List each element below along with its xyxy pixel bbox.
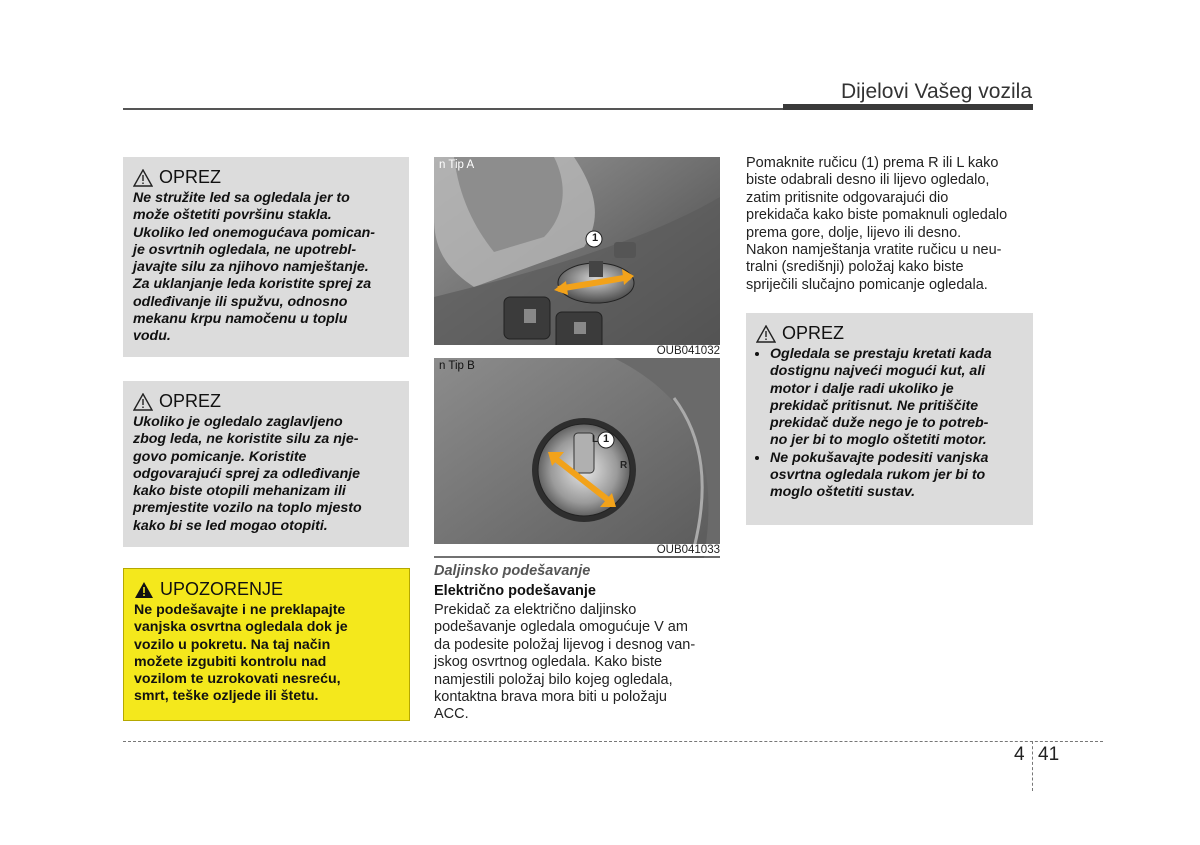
caution-line: kako biste otopili mehanizam ili [133,483,346,500]
caution-body [756,346,1023,502]
chapter-number: 4 [1014,744,1025,765]
figure-code: OUB041032 [434,345,720,357]
page-number: 41 [1038,744,1060,765]
paragraph-line: tralni (središnji) položaj kako biste [746,259,964,276]
caution-line: osvrtna ogledala rukom jer bi to [770,467,986,484]
caution-heading-text: OPREZ [159,391,222,411]
paragraph-line: ACC. [434,706,469,723]
header-rule-accent [783,104,1033,110]
mirror-switch-photo-a [434,157,720,357]
paragraph-line: prekidača kako biste pomaknuli ogledalo [746,207,1008,224]
right-paragraph [746,155,1036,294]
paragraph-line: Prekidač za električno daljinsko [434,602,637,618]
figure-tip-b [434,358,720,558]
caution-line: vodu. [133,328,171,345]
middle-paragraph [434,602,724,724]
paragraph-line: spriječili slučajno pomicanje ogledala. [746,276,988,293]
caution-heading-text: OPREZ [782,323,845,343]
caution-line: motor i dalje radi ukoliko je [770,380,954,397]
paragraph-line: podešavanje ogledala omogućuje V am [434,619,688,636]
caution-line: Ne stružite led sa ogledala jer to [133,190,350,206]
warning-heading [134,579,399,600]
caution-heading [133,167,399,188]
paragraph-line: namjestili položaj bilo kojeg ogledala, [434,671,673,688]
section-subheading: Električno podešavanje [434,583,596,599]
caution-line: Ukoliko je ogledalo zaglavljeno [133,414,343,430]
warning-body [134,602,399,706]
caution-line: • Ogledala se prestaju kretati kada [770,346,992,362]
caution-line: Ukoliko led onemogućava pomican- [133,224,376,241]
warning-box [123,568,410,721]
caution-line: govo pomicanje. Koristite [133,448,307,465]
caution-box-motor [746,313,1033,525]
paragraph-line: kontaktna brava mora biti u položaju [434,689,667,706]
caution-line: prekidač duže nego je to potreb- [770,415,989,432]
warning-line: vozilom te uzrokovati nesreću, [134,671,341,688]
caution-heading [133,391,399,412]
warning-triangle-icon [134,581,154,599]
caution-line: može oštetiti površinu stakla. [133,207,332,224]
caution-line: je osvrtnih ogledala, ne upotrebl- [133,241,357,258]
paragraph-line: Nakon namještanja vratite ručicu u neu- [746,242,1002,259]
warning-line: vozilo u pokretu. Na taj način [134,636,331,653]
figure-code: OUB041033 [434,544,720,556]
footer-page-divider [1032,741,1033,791]
caution-line: odleđivanje ili spužvu, odnosno [133,293,348,310]
caution-body [133,414,399,535]
figure-tag: n Tip A [439,159,475,171]
caution-heading [756,323,1023,344]
warning-triangle-icon [133,169,153,187]
caution-line: no jer bi to moglo oštetiti motor. [770,432,987,449]
paragraph-line: jskog osvrtnog ogledala. Kako biste [434,654,663,671]
page-header-title: Dijelovi Vašeg vozila [840,80,1032,103]
caution-line: Za uklanjanje leda koristite sprej za [133,276,372,293]
paragraph-line: zatim pritisnite odgovarajući dio [746,189,949,206]
caution-line: moglo oštetiti sustav. [770,484,916,501]
caution-line: mekanu krpu namočenu u toplu [133,311,348,328]
figure-tag: n Tip B [439,360,475,372]
warning-line: vanjska osvrtna ogledala dok je [134,619,348,636]
warning-heading-text: UPOZORENJE [160,579,284,599]
figure-tip-a [434,157,720,357]
paragraph-line: biste odabrali desno ili lijevo ogledalo, [746,172,990,189]
paragraph-line: Pomaknite ručicu (1) prema R ili L kako [746,155,999,171]
warning-line: možete izgubiti kontrolu nad [134,653,327,670]
caution-line: kako bi se led mogao otopiti. [133,517,328,534]
callout-number: 1 [591,232,599,244]
caution-bullet [770,346,1023,450]
caution-box-stuck-mirror [123,381,409,547]
caution-line: premjestite vozilo na toplo mjesto [133,500,362,517]
caution-line: dostignu najveći mogući kut, ali [770,363,986,380]
mirror-switch-photo-b [434,358,720,558]
caution-line: • Ne pokušavajte podesiti vanjska [770,449,989,466]
caution-line: prekidač pritisnut. Ne pritiščite [770,397,979,414]
paragraph-line: prema gore, dolje, lijevo ili desno. [746,224,962,241]
figure-caption: Daljinsko podešavanje [434,563,591,579]
paragraph-line: da podesite položaj lijevog i desnog van- [434,636,696,653]
caution-heading-text: OPREZ [159,167,222,187]
footer-dashed-rule [123,741,1103,742]
callout-number: 1 [602,433,610,445]
caution-line: zbog leda, ne koristite silu za nje- [133,431,359,448]
caution-body [133,190,399,346]
knob-label-right: R [620,460,628,471]
warning-triangle-icon [133,393,153,411]
caution-line: javajte silu za njihovo namještanje. [133,259,369,276]
warning-line: smrt, teške ozljede ili štetu. [134,688,319,705]
warning-line: Ne podešavajte i ne preklapajte [134,602,346,618]
warning-triangle-icon [756,325,776,343]
caution-bullet [770,450,1023,502]
knob-label-left: L [592,434,599,445]
caution-line: odgovarajući sprej za odleđivanje [133,465,361,482]
header-rule [123,108,783,110]
caution-box-ice-scraping [123,157,409,357]
